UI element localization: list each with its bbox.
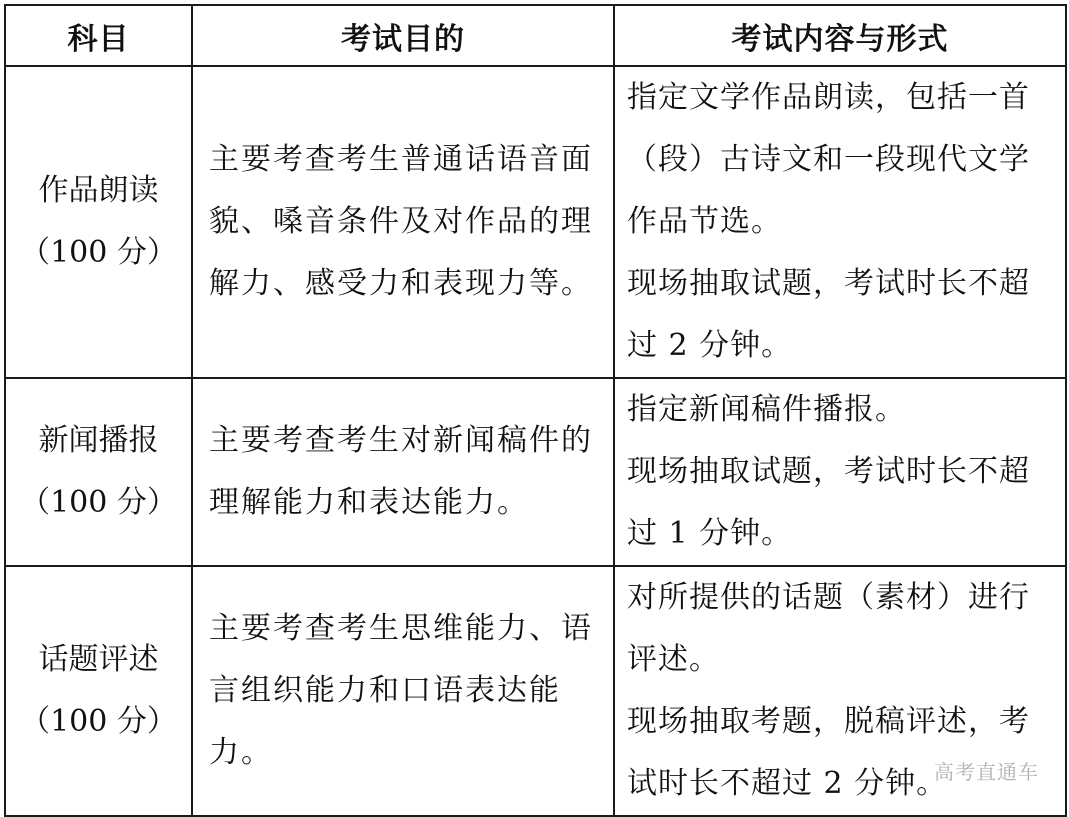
table-row — [5, 378, 1066, 566]
table-row — [5, 566, 1066, 816]
table-row — [5, 66, 1066, 378]
purpose-cell: 主要考查考生普通话语音面貌、嗓音条件及对作品的理解力、感受力和表现力等。 — [192, 66, 614, 378]
content-line: 现场抽取试题，考试时长不超过 1 分钟。 — [627, 454, 1030, 551]
subject-cell — [5, 66, 192, 378]
purpose-cell: 主要考查考生对新闻稿件的理解能力和表达能力。 — [192, 378, 614, 566]
subject-name: 话题评述 — [38, 642, 159, 677]
table-header-row — [5, 5, 1066, 66]
watermark: 高考直通车 — [934, 760, 1039, 784]
subject-cell — [5, 378, 192, 566]
header-content: 考试内容与形式 — [614, 5, 1066, 66]
subject-cell — [5, 566, 192, 816]
content-line: 指定文学作品朗读，包括一首（段）古诗文和一段现代文学作品节选。 — [627, 80, 1030, 239]
header-purpose: 考试目的 — [192, 5, 614, 66]
subject-score: （100 分） — [20, 485, 177, 520]
purpose-cell: 主要考查考生思维能力、语言组织能力和口语表达能力。 — [192, 566, 614, 816]
subject-name: 新闻播报 — [38, 423, 159, 458]
header-subject: 科目 — [5, 5, 192, 66]
content-cell — [614, 378, 1066, 566]
subject-score: （100 分） — [20, 235, 177, 270]
subject-name: 作品朗读 — [38, 173, 159, 208]
exam-subjects-table — [4, 4, 1067, 817]
content-line: 对所提供的话题（素材）进行评述。 — [627, 580, 1030, 677]
content-line: 现场抽取考题，脱稿评述，考试时长不超过 2 分钟。 — [627, 704, 1030, 801]
content-cell — [614, 66, 1066, 378]
subject-score: （100 分） — [20, 704, 177, 739]
content-line: 指定新闻稿件播报。 — [627, 392, 906, 427]
content-line: 现场抽取试题，考试时长不超过 2 分钟。 — [627, 266, 1030, 363]
